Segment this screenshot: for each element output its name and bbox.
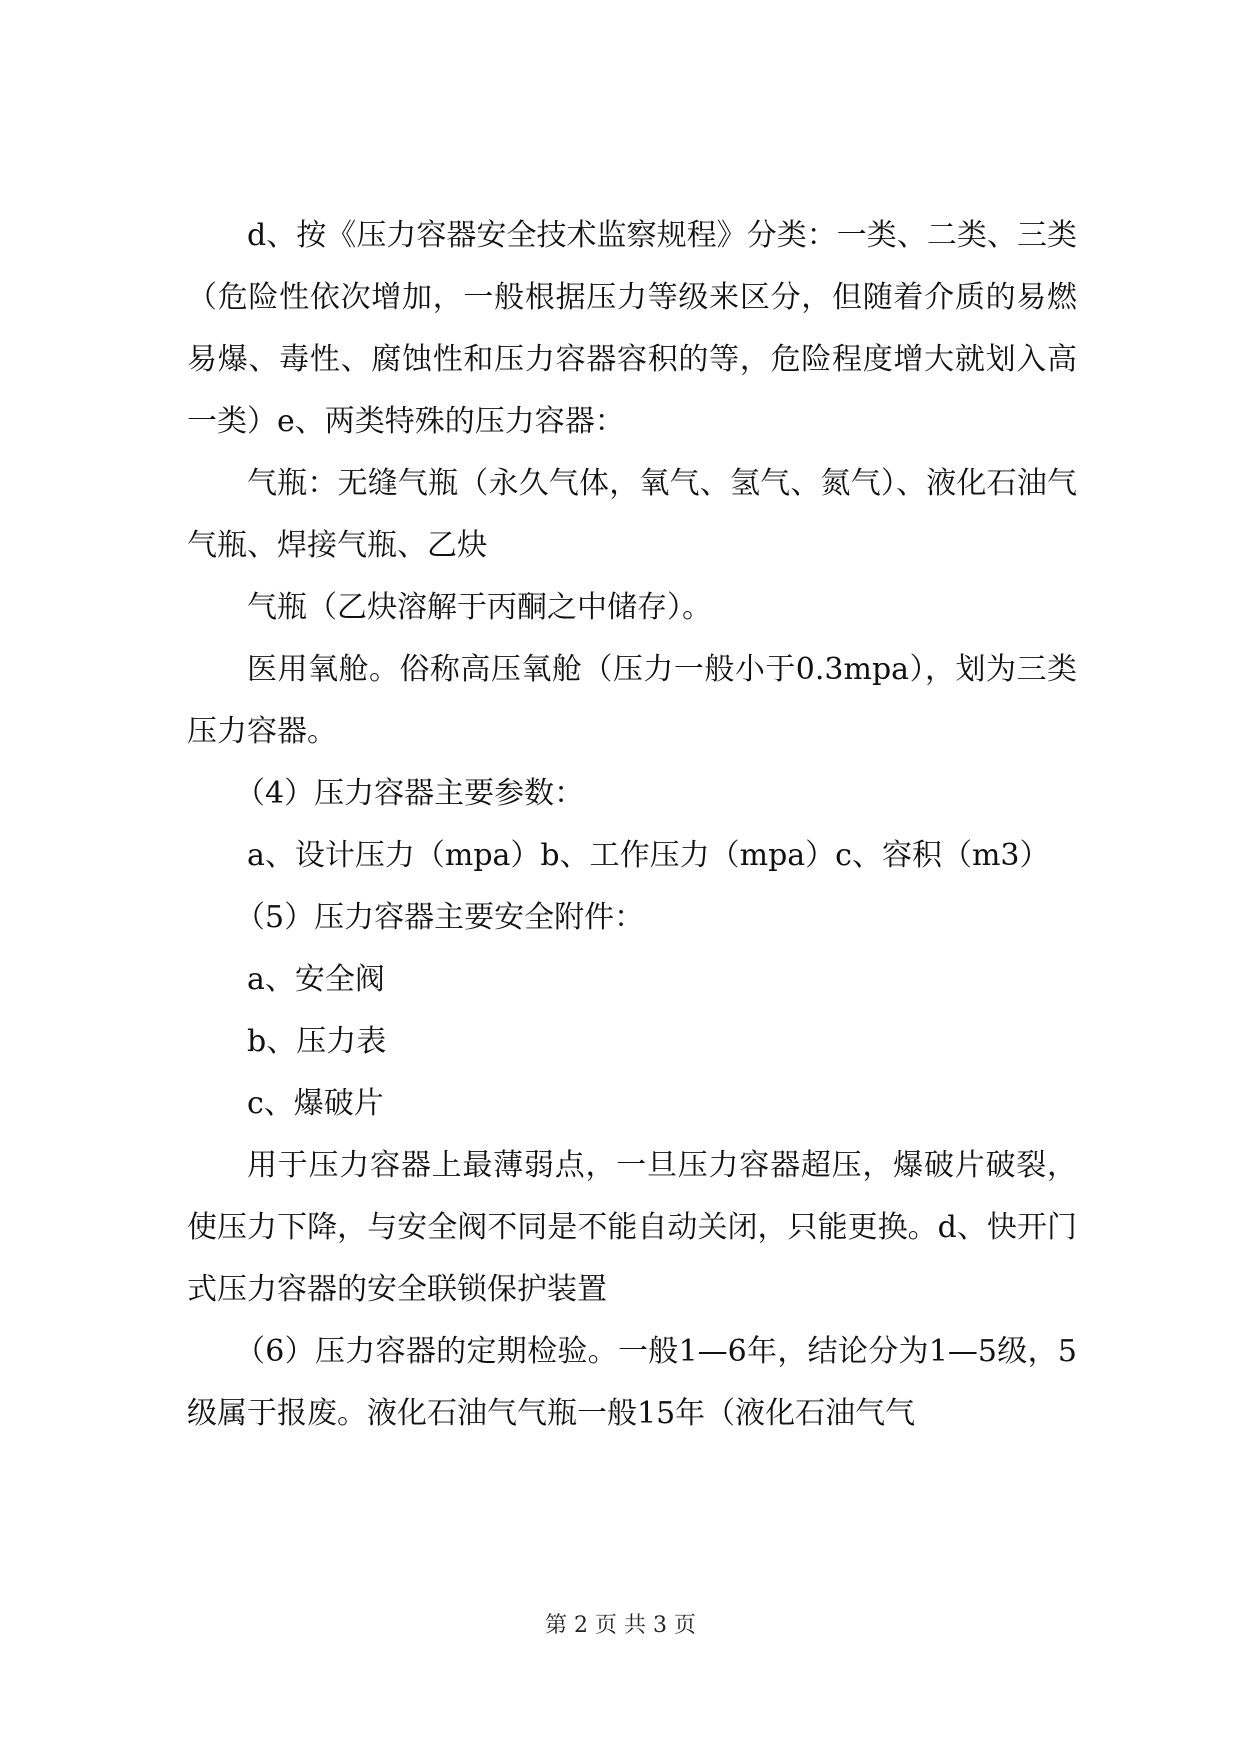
list-item-pressure-gauge: b、压力表 (247, 1024, 387, 1059)
document-body (187, 205, 1077, 1445)
paragraph-medical-oxygen-chamber: 医用氧舱。俗称高压氧舱（压力一般小于0.3mpa），划为三类压力容器。 (187, 652, 1077, 749)
page-number-footer: 第 2 页 共 3 页 (545, 1613, 696, 1638)
paragraph-rupture-disc-description: 用于压力容器上最薄弱点，一旦压力容器超压，爆破片破裂，使压力下降，与安全阀不同是不能自动关闭，只能更换。d、快开门式压力容器的安全联锁保护装置 (187, 1148, 1077, 1307)
list-item-rupture-disc: c、爆破片 (247, 1086, 384, 1121)
heading-safety-accessories: （5）压力容器主要安全附件： (235, 900, 645, 935)
paragraph-classification: d、按《压力容器安全技术监察规程》分类：一类、二类、三类（危险性依次增加，一般根据压力等级来区分，但随着介质的易燃易爆、毒性、腐蚀性和压力容器容积的等，危险程度增大就划入高一类）e、两类特殊的压力容器： (187, 218, 1077, 439)
paragraph-gas-cylinder: 气瓶：无缝气瓶（永久气体，氧气、氢气、氮气）、液化石油气气瓶、焊接气瓶、乙炔 (187, 466, 1077, 563)
paragraph-acetylene-cylinder: 气瓶（乙炔溶解于丙酮之中储存）。 (247, 590, 712, 625)
list-item-safety-valve: a、安全阀 (247, 962, 385, 997)
paragraph-parameters-list: a、设计压力（mpa）b、工作压力（mpa）c、容积（m3） (247, 838, 1050, 873)
paragraph-periodic-inspection: （6）压力容器的定期检验。一般1—6年，结论分为1—5级，5级属于报废。液化石油气气瓶一般15年（液化石油气气 (187, 1334, 1077, 1431)
heading-main-parameters: （4）压力容器主要参数： (235, 776, 585, 811)
